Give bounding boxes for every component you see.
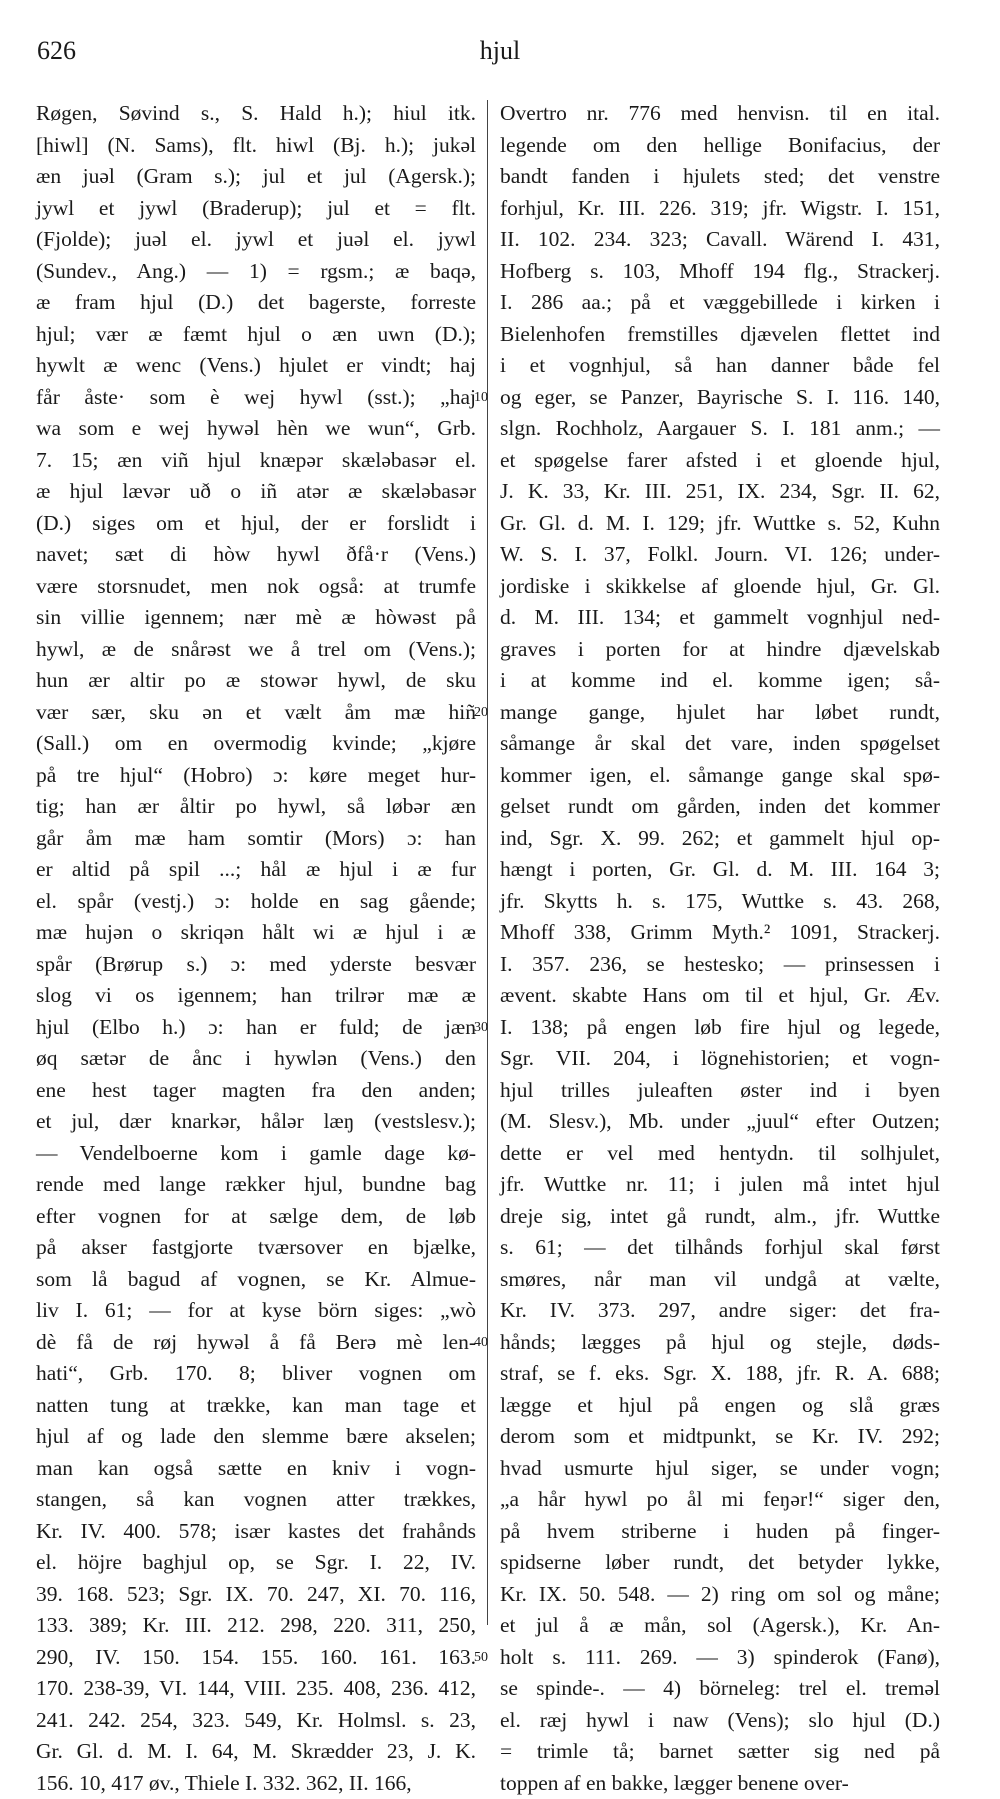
text-line: et jul å æ mån, sol (Agersk.), Kr. An-	[500, 1610, 940, 1642]
text-line: slog vi os igennem; han trilrər mæ æ	[36, 980, 476, 1012]
text-line: I. 286 aa.; på et væggebillede i kirken i	[500, 287, 940, 319]
text-line: dreje sig, intet gå rundt, alm., jfr. Wuttke	[500, 1201, 940, 1233]
text-line: = trimle tå; barnet sætter sig ned på	[500, 1736, 940, 1768]
text-line: rende med lange rækker hjul, bundne bag	[36, 1169, 476, 1201]
text-line: ævent. skabte Hans om til et hjul, Gr. Æv.	[500, 980, 940, 1012]
line-number: 50	[474, 1642, 488, 1674]
text-line: Kr. IX. 50. 548. — 2) ring om sol og måne;	[500, 1579, 940, 1611]
text-line: dè få de røj hywəl å få Berə mè len-	[36, 1327, 476, 1359]
text-line: æn juəl (Gram s.); jul et jul (Agersk.);	[36, 161, 476, 193]
text-line: hængt i porten, Gr. Gl. d. M. III. 164 3;	[500, 854, 940, 886]
line-number: 20	[474, 697, 488, 729]
text-line: (Fjolde); juəl el. jywl et juəl el. jywl	[36, 224, 476, 256]
text-line: såmange år skal det vare, inden spøgelset	[500, 728, 940, 760]
text-line: legende om den hellige Bonifacius, der	[500, 130, 940, 162]
text-line: s. 61; — det tilhånds forhjul skal først	[500, 1232, 940, 1264]
text-line: jordiske i skikkelse af gloende hjul, Gr. Gl.	[500, 571, 940, 603]
line-number: 10	[474, 382, 488, 414]
text-line: på akser fastgjorte tværsover en bjælke,	[36, 1232, 476, 1264]
text-line: hjul (Elbo h.) ɔ: han er fuld; de jæn	[36, 1012, 476, 1044]
text-line: Hofberg s. 103, Mhoff 194 flg., Strackerj.	[500, 256, 940, 288]
text-line: Røgen, Søvind s., S. Hald h.); hiul itk.	[36, 98, 476, 130]
text-line: (Sall.) om en overmodig kvinde; „kjøre	[36, 728, 476, 760]
text-line: (D.) siges om et hjul, der er forslidt i	[36, 508, 476, 540]
page-header	[0, 36, 1000, 76]
text-line: spidserne løber rundt, det betyder lykke,	[500, 1547, 940, 1579]
text-line: lægge et hjul på engen og slå græs	[500, 1390, 940, 1422]
text-line: (M. Slesv.), Mb. under „juul“ efter Outzen;	[500, 1106, 940, 1138]
text-line: tig; han ær åltir po hywl, så løbər æn	[36, 791, 476, 823]
text-line: er altid på spil ...; hål æ hjul i æ fur	[36, 854, 476, 886]
text-line: jfr. Wuttke nr. 11; i julen må intet hjul	[500, 1169, 940, 1201]
text-line: mange gange, hjulet har løbet rundt,	[500, 697, 940, 729]
text-line: [hiwl] (N. Sams), flt. hiwl (Bj. h.); jukəl	[36, 130, 476, 162]
text-line: et jul, dær knarkər, hålər læŋ (vestslesv.);	[36, 1106, 476, 1138]
text-line: I. 138; på engen løb fire hjul og legede,	[500, 1012, 940, 1044]
text-line: gelset rundt om gården, inden det kommer	[500, 791, 940, 823]
text-line: slgn. Rochholz, Aargauer S. I. 181 anm.; —	[500, 413, 940, 445]
text-line: II. 102. 234. 323; Cavall. Wärend I. 431,	[500, 224, 940, 256]
line-number: 40	[474, 1327, 488, 1359]
text-line: Kr. IV. 400. 578; især kastes det frahånds	[36, 1516, 476, 1548]
text-line: være storsnudet, men nok også: at trumfe	[36, 571, 476, 603]
text-line: mæ hujən o skriqən hålt wi æ hjul i æ	[36, 917, 476, 949]
text-line: hjul af og lade den slemme bære akselen;	[36, 1421, 476, 1453]
text-line: forhjul, Kr. III. 226. 319; jfr. Wigstr. I. 151,	[500, 193, 940, 225]
text-line: Gr. Gl. d. M. I. 129; jfr. Wuttke s. 52, Kuhn	[500, 508, 940, 540]
text-line: spår (Brørup s.) ɔ: med yderste besvær	[36, 949, 476, 981]
line-number: 30	[474, 1012, 488, 1044]
text-line: se spinde-. — 4) börneleg: trel el. treməl	[500, 1673, 940, 1705]
text-line: 156. 10, 417 øv., Thiele I. 332. 362, II. 166,	[36, 1768, 476, 1799]
text-line: natten tung at trække, kan man tage et	[36, 1390, 476, 1422]
text-line: smøres, når man vil undgå at vælte,	[500, 1264, 940, 1296]
text-line: Kr. IV. 373. 297, andre siger: det fra-	[500, 1295, 940, 1327]
text-line: J. K. 33, Kr. III. 251, IX. 234, Sgr. II. 62,	[500, 476, 940, 508]
text-line: „a hår hywl po ål mi feŋər!“ siger den,	[500, 1484, 940, 1516]
text-line: 241. 242. 254, 323. 549, Kr. Holmsl. s. 23,	[36, 1705, 476, 1737]
text-line: 290, IV. 150. 154. 155. 160. 161. 163.	[36, 1642, 476, 1674]
text-line: 133. 389; Kr. III. 212. 298, 220. 311, 250,	[36, 1610, 476, 1642]
text-line: sin villie igennem; nær mè æ hòwəst på	[36, 602, 476, 634]
text-line: jfr. Skytts h. s. 175, Wuttke s. 43. 268,	[500, 886, 940, 918]
text-line: 7. 15; æn viñ hjul knæpər skæləbasər el.	[36, 445, 476, 477]
text-line: stangen, så kan vognen atter trækkes,	[36, 1484, 476, 1516]
text-line: hjul trilles juleaften øster ind i byen	[500, 1075, 940, 1107]
text-line: (Sundev., Ang.) — 1) = rgsm.; æ baqə,	[36, 256, 476, 288]
text-line: Overtro nr. 776 med henvisn. til en ital.	[500, 98, 940, 130]
left-column	[36, 98, 476, 1799]
text-line: ene hest tager magten fra den anden;	[36, 1075, 476, 1107]
text-line: går åm mæ ham somtir (Mors) ɔ: han	[36, 823, 476, 855]
text-line: et spøgelse farer afsted i et gloende hjul,	[500, 445, 940, 477]
text-line: — Vendelboerne kom i gamle dage kø-	[36, 1138, 476, 1170]
text-line: el. spår (vestj.) ɔ: holde en sag gående;	[36, 886, 476, 918]
text-line: hati“, Grb. 170. 8; bliver vognen om	[36, 1358, 476, 1390]
text-line: man kan også sætte en kniv i vogn-	[36, 1453, 476, 1485]
text-line: hun ær altir po æ stowər hywl, de sku	[36, 665, 476, 697]
text-line: får åste· som è wej hywl (sst.); „haj	[36, 382, 476, 414]
running-title: hjul	[0, 36, 1000, 66]
text-line: æ fram hjul (D.) det bagerste, forreste	[36, 287, 476, 319]
page-number: 626	[37, 36, 76, 66]
text-line: derom som et midtpunkt, se Kr. IV. 292;	[500, 1421, 940, 1453]
text-line: W. S. I. 37, Folkl. Journ. VI. 126; under-	[500, 539, 940, 571]
text-line: ind, Sgr. X. 99. 262; et gammelt hjul op-	[500, 823, 940, 855]
text-line: el. höjre baghjul op, se Sgr. I. 22, IV.	[36, 1547, 476, 1579]
text-line: dette er vel med hentydn. til solhjulet,	[500, 1138, 940, 1170]
text-line: Bielenhofen fremstilles djævelen flettet ind	[500, 319, 940, 351]
text-line: på tre hjul“ (Hobro) ɔ: køre meget hur-	[36, 760, 476, 792]
text-line: straf, se f. eks. Sgr. X. 188, jfr. R. A. 688;	[500, 1358, 940, 1390]
text-line: og eger, se Panzer, Bayrische S. I. 116. 140,	[500, 382, 940, 414]
text-line: holt s. 111. 269. — 3) spinderok (Fanø),	[500, 1642, 940, 1674]
text-line: hywlt æ wenc (Vens.) hjulet er vindt; haj	[36, 350, 476, 382]
column-divider	[487, 100, 488, 1625]
text-line: i et vognhjul, så han danner både fel	[500, 350, 940, 382]
text-line: vær sær, sku ən et vælt åm mæ hiñ	[36, 697, 476, 729]
text-line: navet; sæt di hòw hywl ðfå·r (Vens.)	[36, 539, 476, 571]
text-line: 39. 168. 523; Sgr. IX. 70. 247, XI. 70. 116,	[36, 1579, 476, 1611]
right-column	[500, 98, 940, 1799]
text-line: æ hjul lævər uð o iñ atər æ skæləbasər	[36, 476, 476, 508]
text-line: på hvem striberne i huden på finger-	[500, 1516, 940, 1548]
text-line: efter vognen for at sælge dem, de løb	[36, 1201, 476, 1233]
text-line: jywl et jywl (Braderup); jul et = flt.	[36, 193, 476, 225]
text-line: Sgr. VII. 204, i lögnehistorien; et vogn-	[500, 1043, 940, 1075]
text-line: I. 357. 236, se hestesko; — prinsessen i	[500, 949, 940, 981]
text-line: el. ræj hywl i naw (Vens); slo hjul (D.)	[500, 1705, 940, 1737]
text-line: Gr. Gl. d. M. I. 64, M. Skrædder 23, J. K.	[36, 1736, 476, 1768]
text-line: liv I. 61; — for at kyse börn siges: „wò	[36, 1295, 476, 1327]
text-line: øq sætər de ånc i hywlən (Vens.) den	[36, 1043, 476, 1075]
text-line: hywl, æ de snårəst we å trel om (Vens.);	[36, 634, 476, 666]
text-line: d. M. III. 134; et gammelt vognhjul ned-	[500, 602, 940, 634]
text-line: bandt fanden i hjulets sted; det venstre	[500, 161, 940, 193]
text-line: hånds; lægges på hjul og stejle, døds-	[500, 1327, 940, 1359]
text-line: i at komme ind el. komme igen; så-	[500, 665, 940, 697]
text-line: 170. 238-39, VI. 144, VIII. 235. 408, 236. 412,	[36, 1673, 476, 1705]
text-line: Mhoff 338, Grimm Myth.² 1091, Strackerj.	[500, 917, 940, 949]
text-line: wa som e wej hywəl hèn we wun“, Grb.	[36, 413, 476, 445]
text-line: kommer igen, el. såmange gange skal spø-	[500, 760, 940, 792]
text-line: graves i porten for at hindre djævelskab	[500, 634, 940, 666]
text-line: hvad usmurte hjul siger, se under vogn;	[500, 1453, 940, 1485]
text-line: som lå bagud af vognen, se Kr. Almue-	[36, 1264, 476, 1296]
text-line: hjul; vær æ fæmt hjul o æn uwn (D.);	[36, 319, 476, 351]
text-line: toppen af en bakke, lægger benene over-	[500, 1768, 940, 1799]
